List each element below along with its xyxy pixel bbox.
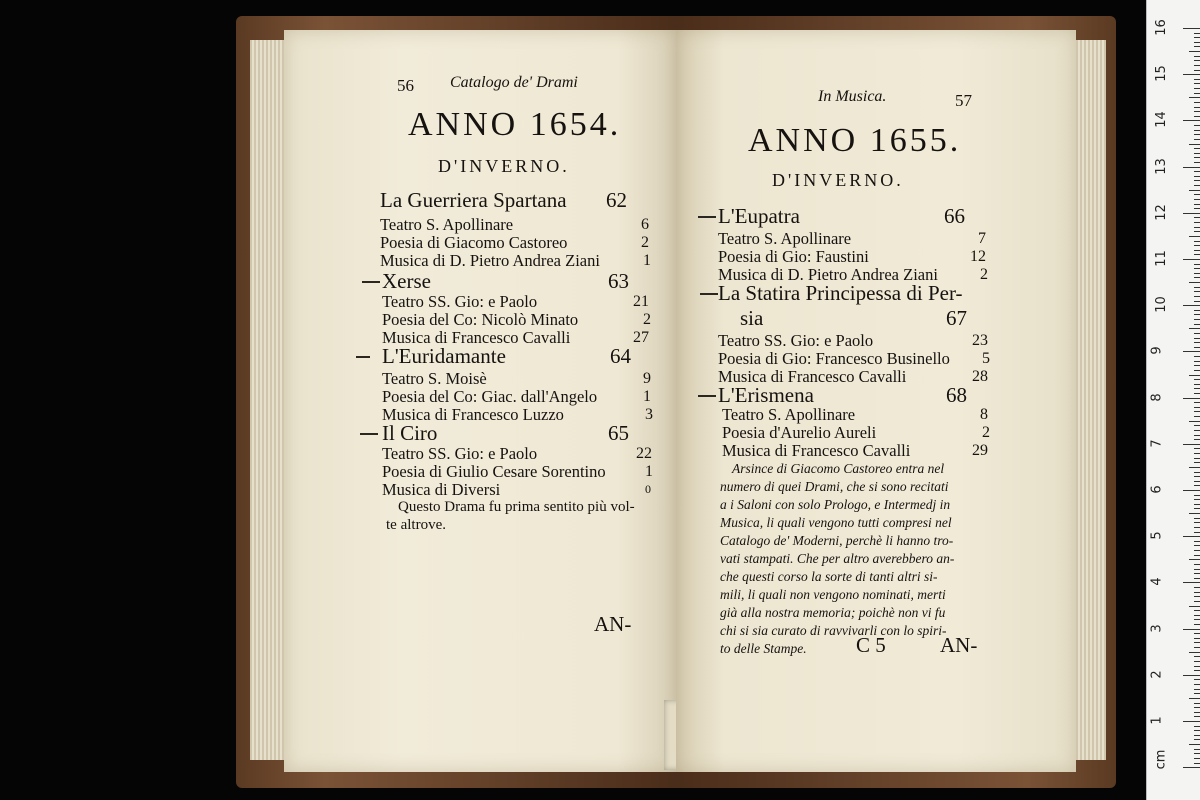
italic-note-line: Arsince di Giacomo Castoreo entra nel — [732, 461, 945, 476]
ruler-tick — [1194, 481, 1200, 482]
ruler-tick — [1194, 310, 1200, 311]
ruler-tick — [1194, 735, 1200, 736]
note-line: Questo Drama fu prima sentito più vol- — [398, 499, 635, 515]
ruler-tick — [1194, 541, 1200, 542]
ruler-tick — [1194, 277, 1200, 278]
ruler-tick — [1194, 333, 1200, 334]
entry-line: Poesia del Co: Giac. dall'Angelo — [382, 387, 598, 406]
ruler-tick — [1194, 88, 1200, 89]
ruler-tick — [1194, 749, 1200, 750]
italic-note-line: vati stampati. Che per altro averebbero an- — [720, 551, 955, 566]
entry-line: Musica di Diversi — [382, 480, 501, 499]
ruler-tick — [1194, 587, 1200, 588]
ruler-number: 12 — [1153, 204, 1169, 221]
ruler-number: 10 — [1153, 296, 1169, 313]
ruler-tick — [1194, 194, 1200, 195]
ruler-tick — [1194, 324, 1200, 325]
note-line: te altrove. — [386, 517, 446, 533]
ruler-tick — [1194, 227, 1200, 228]
ruler-tick — [1194, 204, 1200, 205]
ruler-tick — [1194, 411, 1200, 412]
ruler-tick — [1194, 393, 1200, 394]
ruler-tick — [1194, 148, 1200, 149]
signature-mark: C 5 — [856, 633, 886, 657]
left-running-head: Catalogo de' Drami — [450, 74, 578, 91]
ruler-tick — [1183, 444, 1200, 445]
entry-number: 67 — [946, 306, 967, 330]
entry-line: Teatro SS. Gio: e Paolo — [382, 292, 538, 311]
entry-line-number: 29 — [972, 442, 988, 459]
entry-title: Xerse — [382, 269, 431, 293]
ruler-tick — [1194, 555, 1200, 556]
ruler-unit-label: cm — [1153, 749, 1169, 770]
ruler-tick — [1194, 610, 1200, 611]
ruler-tick — [1194, 712, 1200, 713]
ruler-tick — [1194, 707, 1200, 708]
ruler-number: 6 — [1149, 485, 1165, 494]
entry-line: Poesia d'Aurelio Aureli — [722, 423, 877, 442]
italic-note-line: chi si sia curato di ravvivarli con lo spiri- — [720, 623, 947, 638]
ruler-tick — [1194, 638, 1200, 639]
ruler-tick — [1194, 624, 1200, 625]
ruler-tick — [1194, 273, 1200, 274]
ruler-tick — [1194, 564, 1200, 565]
ruler-tick — [1189, 375, 1200, 376]
ruler-number: 13 — [1153, 157, 1169, 175]
ruler-tick — [1194, 56, 1200, 57]
ruler-tick — [1194, 222, 1200, 223]
italic-note-line: numero di quei Drami, che si sono recitati — [720, 479, 949, 494]
ruler-tick — [1194, 596, 1200, 597]
ruler-tick — [1194, 448, 1200, 449]
ruler-tick — [1189, 328, 1200, 329]
ruler-tick — [1183, 259, 1200, 260]
ruler-tick — [1194, 402, 1200, 403]
ruler-tick — [1183, 167, 1200, 168]
ruler-tick — [1183, 120, 1200, 121]
ruler-number: 2 — [1149, 670, 1165, 679]
ruler-tick — [1194, 70, 1200, 71]
ruler-number: 3 — [1149, 623, 1165, 633]
ruler-tick — [1194, 157, 1200, 158]
entry-number: 68 — [946, 383, 967, 407]
entry-line-number: 2 — [641, 234, 649, 251]
ruler-number: 1 — [1149, 716, 1165, 725]
right-season: D'INVERNO. — [772, 170, 904, 190]
ruler-tick — [1194, 60, 1200, 61]
ruler-tick — [1189, 559, 1200, 560]
ruler-tick — [1194, 102, 1200, 103]
ruler-tick — [1194, 435, 1200, 436]
entry-number: 66 — [944, 204, 965, 228]
ruler-tick — [1183, 536, 1200, 537]
ruler-tick — [1189, 467, 1200, 468]
entry-line: Teatro S. Moisè — [382, 369, 487, 388]
ruler-tick — [1183, 351, 1200, 352]
ruler-tick — [1194, 245, 1200, 246]
ruler-tick — [1189, 421, 1200, 422]
ruler-tick — [1183, 305, 1200, 306]
ruler-tick — [1194, 208, 1200, 209]
ruler-tick — [1194, 458, 1200, 459]
ruler-number: 14 — [1153, 111, 1169, 129]
ruler-tick — [1194, 180, 1200, 181]
ruler-tick — [1194, 416, 1200, 417]
entry-title: L'Erismena — [718, 383, 814, 407]
right-page-edges — [1076, 40, 1106, 760]
ruler-tick — [1194, 670, 1200, 671]
ruler-tick — [1189, 513, 1200, 514]
entry-line: Teatro S. Apollinare — [718, 229, 852, 248]
ruler-tick — [1194, 550, 1200, 551]
ruler-tick — [1194, 601, 1200, 602]
entry-line-number: 2 — [643, 311, 651, 328]
entry-line: Musica di Francesco Cavalli — [382, 328, 571, 347]
italic-note-line: Musica, li quali vengono tutti compresi nel — [720, 515, 952, 530]
ruler-tick — [1194, 739, 1200, 740]
ruler-tick — [1194, 485, 1200, 486]
ruler-tick — [1194, 430, 1200, 431]
ruler-tick — [1194, 703, 1200, 704]
ruler-tick — [1189, 236, 1200, 237]
entry-line-number: 0 — [645, 482, 651, 496]
ruler-tick — [1183, 490, 1200, 491]
entry-line-number: 1 — [643, 252, 651, 269]
entry-line: Teatro SS. Gio: e Paolo — [718, 331, 874, 350]
ruler-tick — [1194, 499, 1200, 500]
ruler-tick — [1194, 693, 1200, 694]
entry-line-number: 2 — [980, 266, 988, 283]
ruler-tick — [1183, 721, 1200, 722]
entry-line-number: 27 — [633, 329, 649, 346]
ruler-tick — [1194, 319, 1200, 320]
ruler-tick — [1194, 301, 1200, 302]
ruler-tick — [1194, 338, 1200, 339]
ruler-tick — [1189, 97, 1200, 98]
ruler-tick — [1194, 370, 1200, 371]
left-season: D'INVERNO. — [438, 156, 570, 176]
ruler-tick — [1194, 642, 1200, 643]
ruler-tick — [1183, 213, 1200, 214]
ruler-tick — [1194, 453, 1200, 454]
ruler-tick — [1194, 268, 1200, 269]
ruler-tick — [1194, 758, 1200, 759]
entry-title-continuation: sia — [740, 306, 764, 330]
ruler-tick — [1183, 398, 1200, 399]
ruler-tick — [1194, 250, 1200, 251]
margin-mark — [700, 293, 718, 295]
ruler-tick — [1194, 125, 1200, 126]
ruler-tick — [1194, 83, 1200, 84]
ruler-tick — [1194, 365, 1200, 366]
ruler-tick — [1194, 79, 1200, 80]
entry-line-number: 1 — [645, 463, 653, 480]
left-year-heading: ANNO 1654. — [408, 106, 622, 143]
ruler-tick — [1183, 74, 1200, 75]
ruler-tick — [1194, 522, 1200, 523]
entry-line-number: 3 — [645, 406, 653, 423]
ruler-tick — [1194, 107, 1200, 108]
ruler-tick — [1194, 592, 1200, 593]
ruler-tick — [1194, 476, 1200, 477]
entry-line: Musica di D. Pietro Andrea Ziani — [718, 265, 938, 284]
ruler-tick — [1194, 33, 1200, 34]
entry-line: Teatro S. Apollinare — [380, 215, 514, 234]
measurement-ruler — [1146, 0, 1200, 800]
ruler-number: 7 — [1149, 439, 1165, 448]
ruler-tick — [1189, 282, 1200, 283]
ruler-number: 9 — [1149, 346, 1165, 356]
ruler-tick — [1194, 504, 1200, 505]
entry-line-number: 12 — [970, 248, 986, 265]
ruler-tick — [1194, 291, 1200, 292]
italic-note-line: che questi corso la sorte di tanti altri si- — [720, 569, 938, 584]
right-catchword: AN- — [940, 633, 978, 657]
entry-title: Il Ciro — [382, 421, 438, 445]
entry-line-number: 2 — [982, 424, 990, 441]
ruler-tick — [1194, 661, 1200, 662]
ruler-tick — [1194, 241, 1200, 242]
ruler-tick — [1194, 231, 1200, 232]
entry-title: L'Euridamante — [382, 344, 506, 368]
ruler-tick — [1194, 726, 1200, 727]
ruler-tick — [1194, 647, 1200, 648]
entry-number: 62 — [606, 188, 627, 212]
ruler-tick — [1194, 679, 1200, 680]
entry-line: Musica di Francesco Luzzo — [382, 405, 564, 424]
ruler-tick — [1194, 518, 1200, 519]
entry-line: Poesia di Gio: Francesco Businello — [718, 349, 950, 368]
ruler-tick — [1194, 162, 1200, 163]
ruler-tick — [1194, 615, 1200, 616]
ruler-tick — [1194, 296, 1200, 297]
ruler-tick — [1194, 139, 1200, 140]
ruler-number: 5 — [1149, 531, 1165, 540]
ruler-tick — [1194, 730, 1200, 731]
ruler-number: 4 — [1149, 577, 1165, 587]
ruler-tick — [1194, 578, 1200, 579]
margin-mark — [698, 216, 716, 218]
ruler-tick — [1189, 190, 1200, 191]
ruler-tick — [1194, 264, 1200, 265]
ruler-tick — [1189, 144, 1200, 145]
ruler-tick — [1194, 753, 1200, 754]
ruler-tick — [1189, 652, 1200, 653]
entry-line-number: 1 — [643, 388, 651, 405]
entry-line-number: 28 — [972, 368, 988, 385]
right-page-number: 57 — [955, 91, 972, 110]
ruler-tick — [1194, 254, 1200, 255]
ruler-tick — [1183, 675, 1200, 676]
left-page-edges — [250, 40, 284, 760]
ruler-tick — [1194, 527, 1200, 528]
margin-mark — [362, 281, 380, 283]
entry-line: Poesia del Co: Nicolò Minato — [382, 310, 579, 329]
italic-note-line: mili, li quali non vengono nominati, merti — [720, 587, 946, 602]
entry-title: L'Eupatra — [718, 204, 800, 228]
ruler-tick — [1194, 532, 1200, 533]
ruler-tick — [1194, 666, 1200, 667]
margin-mark — [698, 395, 716, 397]
ruler-tick — [1194, 573, 1200, 574]
ruler-tick — [1189, 698, 1200, 699]
ruler-tick — [1183, 629, 1200, 630]
entry-line: Poesia di Giulio Cesare Sorentino — [382, 462, 606, 481]
entry-title: La Statira Principessa di Per- — [718, 281, 963, 305]
ruler-tick — [1194, 171, 1200, 172]
ruler-tick — [1194, 347, 1200, 348]
entry-number: 64 — [610, 344, 631, 368]
ruler-tick — [1194, 462, 1200, 463]
entry-line: Poesia di Giacomo Castoreo — [380, 233, 568, 252]
entry-line: Musica di Francesco Cavalli — [718, 367, 907, 386]
entry-line: Poesia di Gio: Faustini — [718, 247, 869, 266]
margin-mark — [360, 433, 378, 435]
ruler-tick — [1194, 439, 1200, 440]
entry-line-number: 22 — [636, 445, 652, 462]
ruler-tick — [1194, 361, 1200, 362]
ruler-tick — [1194, 287, 1200, 288]
entry-line: Musica di Francesco Cavalli — [722, 441, 911, 460]
ruler-tick — [1194, 545, 1200, 546]
entry-line-number: 7 — [978, 230, 986, 247]
ruler-tick — [1194, 46, 1200, 47]
entry-line-number: 21 — [633, 293, 649, 310]
ruler-tick — [1194, 65, 1200, 66]
ruler-tick — [1194, 763, 1200, 764]
ruler-number: 15 — [1153, 65, 1169, 82]
ruler-tick — [1194, 93, 1200, 94]
ruler-tick — [1194, 384, 1200, 385]
ruler-tick — [1194, 176, 1200, 177]
ruler-tick — [1194, 508, 1200, 509]
entry-line: Musica di D. Pietro Andrea Ziani — [380, 251, 600, 270]
ruler-number: 11 — [1153, 250, 1169, 267]
entry-line-number: 6 — [641, 216, 649, 233]
ruler-tick — [1194, 134, 1200, 135]
ruler-tick — [1194, 388, 1200, 389]
ruler-tick — [1194, 689, 1200, 690]
entry-line-number: 23 — [972, 332, 988, 349]
ruler-tick — [1194, 199, 1200, 200]
left-page-number: 56 — [397, 76, 414, 95]
ruler-tick — [1194, 569, 1200, 570]
ruler-number: 16 — [1153, 19, 1169, 36]
ruler-tick — [1183, 582, 1200, 583]
italic-note-line: a i Saloni con solo Prologo, e Intermedj in — [720, 497, 951, 512]
entry-line-number: 5 — [982, 350, 990, 367]
ruler-tick — [1194, 153, 1200, 154]
ruler-tick — [1194, 633, 1200, 634]
right-running-head: In Musica. — [818, 88, 887, 105]
ruler-tick — [1194, 37, 1200, 38]
ruler-tick — [1183, 28, 1200, 29]
margin-mark — [356, 356, 370, 358]
ruler-tick — [1194, 407, 1200, 408]
ruler-tick — [1194, 185, 1200, 186]
ruler-tick — [1194, 130, 1200, 131]
italic-note-line: to delle Stampe. — [720, 641, 807, 656]
ruler-number: 8 — [1149, 392, 1165, 402]
ruler-tick — [1183, 767, 1200, 768]
ruler-tick — [1194, 314, 1200, 315]
ruler-tick — [1189, 744, 1200, 745]
ruler-tick — [1194, 619, 1200, 620]
entry-line-number: 9 — [643, 370, 651, 387]
ruler-tick — [1194, 217, 1200, 218]
entry-number: 63 — [608, 269, 629, 293]
ruler-tick — [1194, 42, 1200, 43]
ruler-tick — [1194, 716, 1200, 717]
entry-line-number: 8 — [980, 406, 988, 423]
ruler-tick — [1194, 684, 1200, 685]
italic-note-line: Catalogo de' Moderni, perchè li hanno tro- — [720, 533, 954, 548]
italic-note-line: già alla nostra memoria; poichè non vi fu — [720, 605, 946, 620]
ruler-tick — [1194, 116, 1200, 117]
ruler-tick — [1194, 425, 1200, 426]
ruler-tick — [1194, 472, 1200, 473]
left-catchword: AN- — [594, 612, 632, 636]
entry-title: La Guerriera Spartana — [380, 188, 567, 212]
ruler-tick — [1194, 656, 1200, 657]
ruler-tick — [1194, 495, 1200, 496]
entry-number: 65 — [608, 421, 629, 445]
entry-line: Teatro SS. Gio: e Paolo — [382, 444, 538, 463]
ruler-tick — [1189, 606, 1200, 607]
ruler-tick — [1194, 356, 1200, 357]
ruler-tick — [1189, 51, 1200, 52]
entry-line: Teatro S. Apollinare — [722, 405, 856, 424]
ruler-tick — [1194, 379, 1200, 380]
right-year-heading: ANNO 1655. — [748, 122, 962, 159]
ruler-tick — [1194, 111, 1200, 112]
ruler-tick — [1194, 342, 1200, 343]
